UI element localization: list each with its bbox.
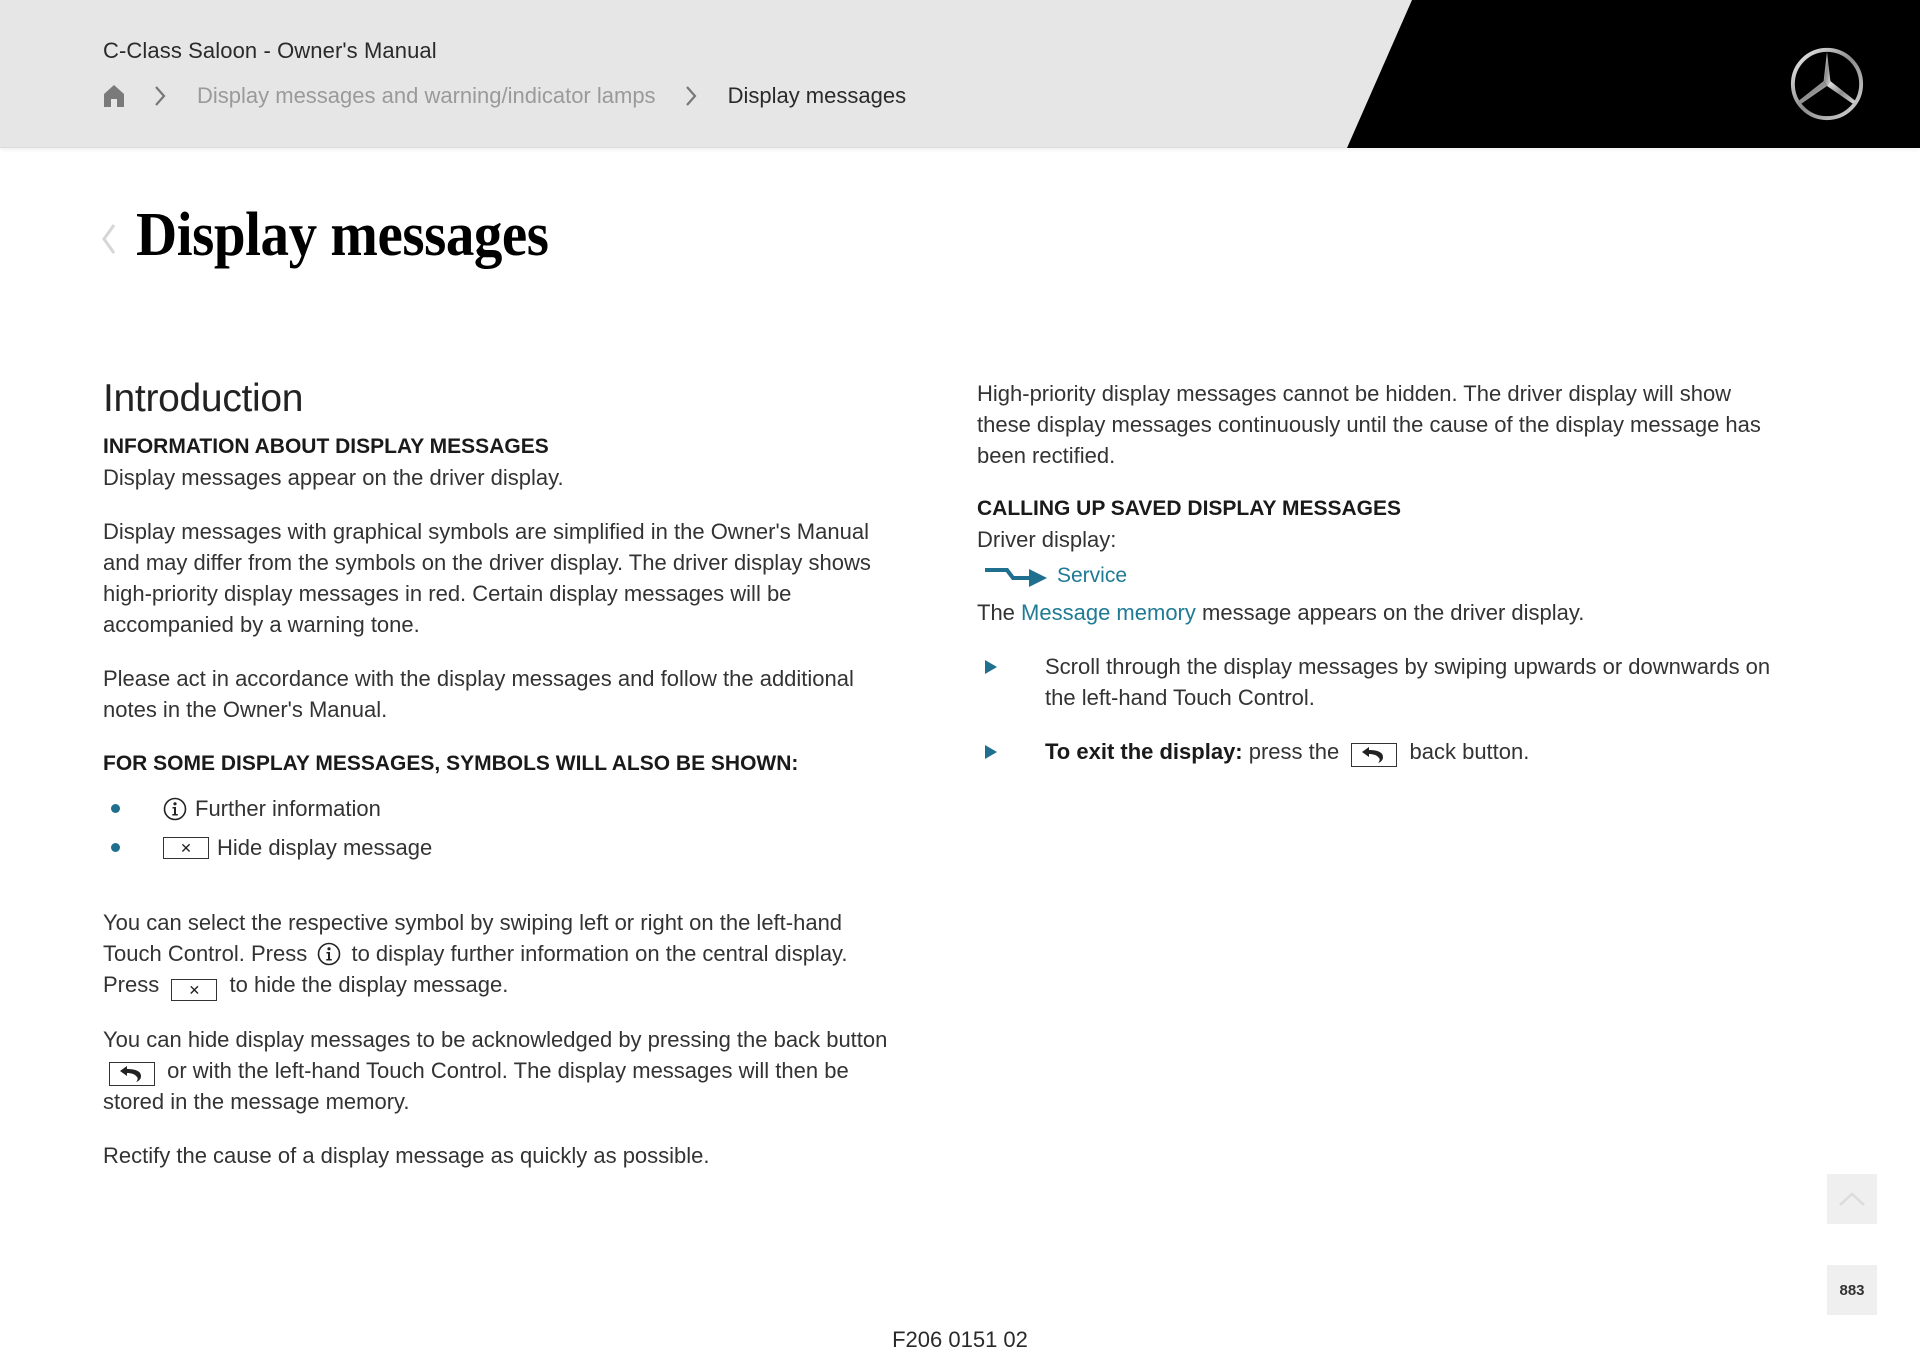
back-button-icon	[109, 1062, 155, 1086]
info-icon	[317, 942, 341, 966]
right-column	[977, 378, 1787, 790]
text-segment: You can hide display messages to be acknowledged by pressing the back button	[103, 1027, 888, 1052]
back-chevron-icon[interactable]	[100, 219, 118, 259]
step-triangle-icon	[985, 745, 997, 759]
text-segment: or with the left-hand Touch Control. The display messages will then be stored in the message memory.	[103, 1058, 849, 1114]
symbols-list	[103, 789, 903, 867]
step-item	[977, 736, 1787, 767]
breadcrumb	[103, 80, 906, 112]
list-item	[103, 789, 903, 828]
home-icon[interactable]	[103, 84, 125, 108]
paragraph-info-1: Display messages appear on the driver display.	[103, 465, 564, 490]
paragraph-info-2: Display messages with graphical symbols are simplified in the Owner's Manual and may differ from the symbols on the driver display. The driver display shows high-priority display messages in red. Certain display messages will be accompanied by a warning tone.	[103, 519, 871, 637]
menu-path-service: Service	[1057, 563, 1128, 587]
page-title: Display messages	[136, 201, 549, 269]
page-title-row	[100, 200, 584, 271]
hide-x-icon: ✕	[163, 837, 209, 859]
step-text: Scroll through the display messages by swiping upwards or downwards on the left-hand Touch Control.	[1045, 654, 1771, 710]
header-bar	[0, 0, 1920, 148]
paragraph-hide-messages	[103, 1024, 903, 1117]
list-item	[103, 828, 903, 867]
paragraph-message-memory	[977, 597, 1787, 628]
mercedes-star-logo	[1788, 45, 1866, 123]
page-number-button[interactable]	[1827, 1265, 1877, 1315]
bullet-dot	[111, 804, 120, 813]
text-segment: back button.	[1409, 739, 1530, 764]
message-memory-term: Message memory	[1021, 600, 1196, 625]
subheading-calling-up: CALLING UP SAVED DISPLAY MESSAGES	[977, 497, 1401, 520]
scroll-to-top-button[interactable]	[1827, 1174, 1877, 1224]
text-segment: The	[977, 600, 1015, 625]
text-segment: to display further information on the central display.	[351, 941, 848, 966]
paragraph-select-symbol	[103, 907, 903, 1001]
text-segment: message appears on the driver display.	[1202, 600, 1585, 625]
driver-display-label: Driver display:	[977, 527, 1117, 552]
section-heading-introduction: Introduction	[103, 377, 304, 420]
menu-path-arrow-icon	[983, 562, 1049, 588]
paragraph-rectify: Rectify the cause of a display message as quickly as possible.	[103, 1143, 710, 1168]
text-segment: You can select the respective symbol by swiping left or right on the left-hand Touch Control. Press	[103, 910, 843, 966]
info-icon	[163, 797, 187, 821]
chevron-right-icon	[153, 85, 167, 107]
hide-x-icon: ✕	[171, 979, 217, 1001]
step-text	[1045, 736, 1529, 767]
symbol-label: Further information	[195, 796, 381, 821]
step-bold-label: To exit the display:	[1045, 739, 1243, 764]
breadcrumb-link-warning-lamps[interactable]: Display messages and warning/indicator lamps	[197, 83, 656, 108]
breadcrumb-current: Display messages	[727, 83, 907, 108]
bullet-dot	[111, 843, 120, 852]
manual-title: C-Class Saloon - Owner's Manual	[103, 38, 437, 63]
left-column	[103, 375, 903, 1194]
paragraph-high-priority: High-priority display messages cannot be hidden. The driver display will show these display messages continuously until the cause of the display message has been rectified.	[977, 381, 1761, 468]
chevron-right-icon	[684, 85, 698, 107]
text-segment: to hide the display message.	[229, 972, 509, 997]
step-item	[977, 651, 1787, 713]
subheading-information: INFORMATION ABOUT DISPLAY MESSAGES	[103, 435, 549, 458]
back-button-icon	[1351, 743, 1397, 767]
document-code: F206 0151 02	[892, 1327, 1028, 1352]
subheading-symbols: FOR SOME DISPLAY MESSAGES, SYMBOLS WILL ALSO BE SHOWN:	[103, 752, 799, 775]
step-triangle-icon	[985, 660, 997, 674]
steps-list	[977, 651, 1787, 767]
page-number: 883	[1839, 1281, 1865, 1299]
chevron-up-icon	[1837, 1190, 1867, 1208]
menu-path	[977, 555, 1787, 595]
text-segment: Press	[103, 972, 160, 997]
symbol-label: Hide display message	[217, 835, 433, 860]
paragraph-info-3: Please act in accordance with the display messages and follow the additional notes in the Owner's Manual.	[103, 666, 854, 722]
text-segment: press the	[1248, 739, 1340, 764]
